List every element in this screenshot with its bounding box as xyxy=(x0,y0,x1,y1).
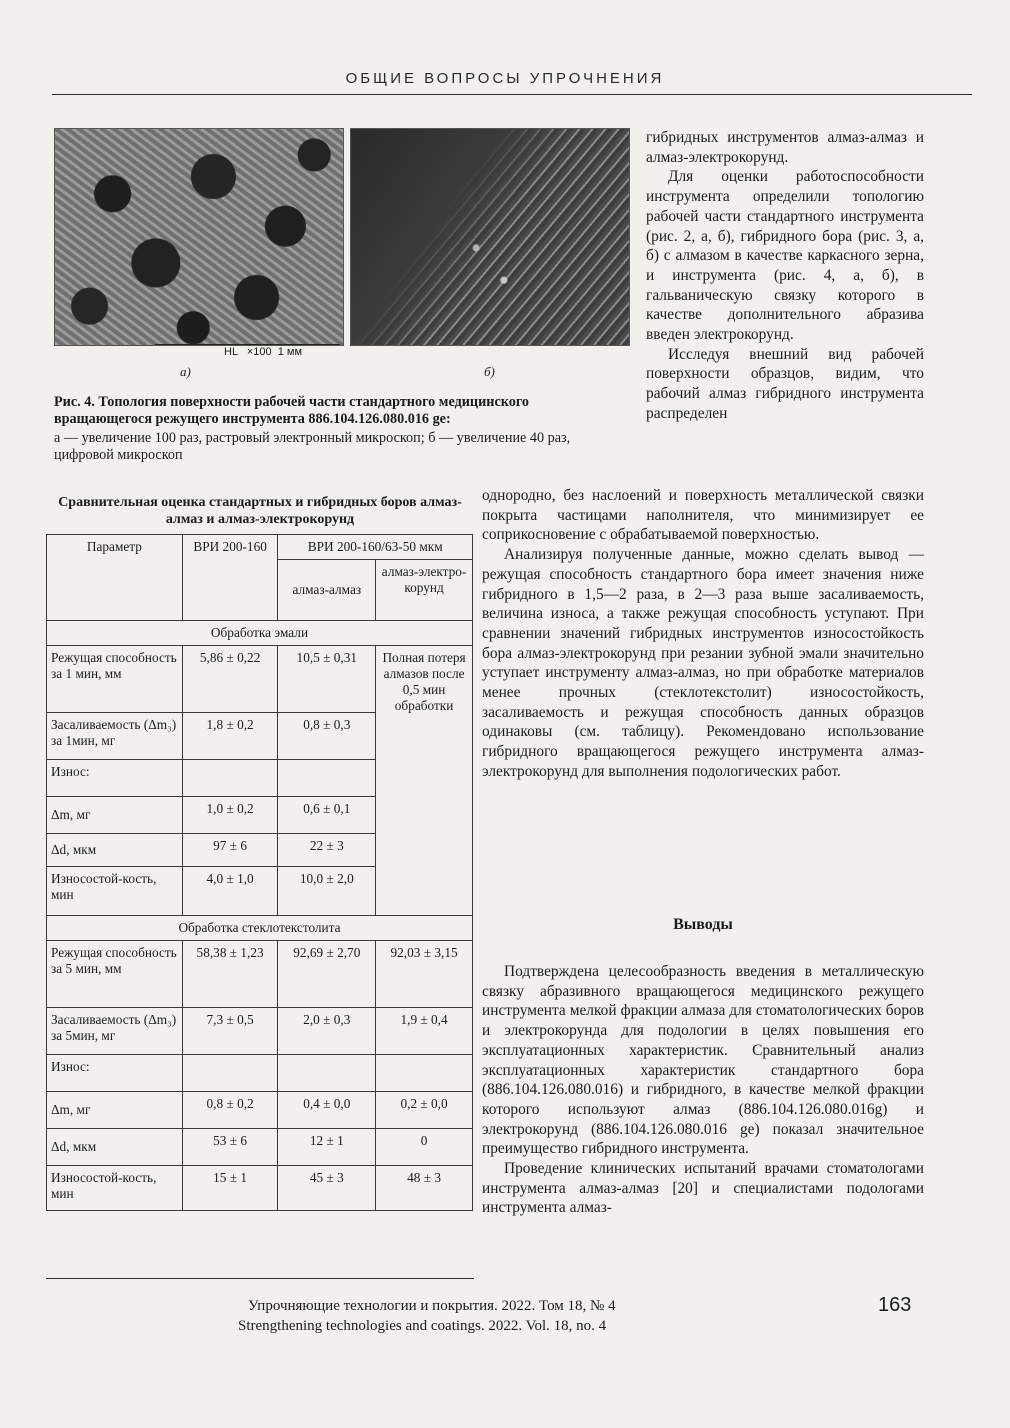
section-enamel: Обработка эмали xyxy=(47,621,473,646)
row-label: Режущая способность за 1 мин, мм xyxy=(47,646,183,713)
table-cell xyxy=(182,1055,278,1092)
figure-sublabel-a: а) xyxy=(180,364,191,379)
table-cell: 92,69 ± 2,70 xyxy=(278,941,376,1008)
footer-divider xyxy=(46,1278,474,1279)
table-cell xyxy=(278,1055,376,1092)
header-divider xyxy=(52,94,972,95)
section-heading-conclusions: Выводы xyxy=(673,916,733,933)
footer-journal-ru: Упрочняющие технологии и покрытия. 2022. Том 18, № 4 xyxy=(248,1298,616,1314)
table-cell: 97 ± 6 xyxy=(182,834,278,867)
table-cell: 1,8 ± 0,2 xyxy=(182,713,278,760)
table-row xyxy=(47,1092,473,1129)
table-cell: 10,5 ± 0,31 xyxy=(278,646,376,713)
running-header: ОБЩИЕ ВОПРОСЫ УПРОЧНЕНИЯ xyxy=(345,70,665,87)
table-cell: 0,2 ± 0,0 xyxy=(376,1092,473,1129)
table-cell: 22 ± 3 xyxy=(278,834,376,867)
table-cell xyxy=(376,1055,473,1092)
table-cell: 10,0 ± 2,0 xyxy=(278,867,376,916)
table-cell: 45 ± 3 xyxy=(278,1166,376,1211)
table-cell: 53 ± 6 xyxy=(182,1129,278,1166)
table-cell: 0,8 ± 0,3 xyxy=(278,713,376,760)
table-cell: 5,86 ± 0,22 xyxy=(182,646,278,713)
table-row xyxy=(47,1129,473,1166)
figure-sublabel-b: б) xyxy=(484,364,495,379)
footer-journal-en: Strengthening technologies and coatings. 2022. Vol. 18, no. 4 xyxy=(238,1318,607,1334)
scale-bar xyxy=(155,344,340,345)
paragraph: однородно, без наслоений и поверхность металлической связки покрыта частицами наполнителя, что минимизирует ее соприкосновение с обрабатываемой поверхностью. xyxy=(482,487,924,544)
row-label: Износостой-кость, мин xyxy=(47,1166,183,1211)
text-column-wide xyxy=(482,486,924,782)
table-cell: 0 xyxy=(376,1129,473,1166)
text-column-conclusions xyxy=(482,962,924,1218)
table-cell xyxy=(278,760,376,797)
header-vri-standard: ВРИ 200-160 xyxy=(182,535,278,621)
table-title: Сравнительная оценка стандартных и гибридных боров алмаз-алмаз и алмаз-электрокорунд xyxy=(58,495,462,527)
paragraph: Анализируя полученные данные, можно сделать вывод — режущая способность стандартного бора имеет значения ниже гибридного в 1,5—2 раза, в 2—3 раза выше засаливаемость, величина износа, а также режущая способность уступают. При сравнении значений гибридных инструментов износостойкость бора алмаз-электрокорунд при резании зубной эмали значительно уступает инструменту алмаз-алмаз, но при обработке материалов менее прочных (стеклотекстолит) износостойкость, засаливаемость и режущая способность данных образцов одинаковы (см. таблицу). Рекомендовано использование гибридного вращающегося режущего инструмента алмаз-электрокорунд для выполнения подологических работ. xyxy=(482,546,924,780)
table-section-row xyxy=(47,916,473,941)
table-header-row xyxy=(47,535,473,560)
text-column-narrow xyxy=(646,128,924,424)
table-row xyxy=(47,1008,473,1055)
row-label: Засаливаемость (Δm₃) за 5мин, мг xyxy=(47,1008,183,1055)
row-label: Δd, мкм xyxy=(47,834,183,867)
table-cell: 15 ± 1 xyxy=(182,1166,278,1211)
table-row xyxy=(47,1166,473,1211)
table-cell: 0,4 ± 0,0 xyxy=(278,1092,376,1129)
page-number: 163 xyxy=(878,1294,912,1316)
figure-4a-sem-image xyxy=(54,128,344,346)
table-row xyxy=(47,646,473,713)
row-label: Износ: xyxy=(47,1055,183,1092)
header-parameter: Параметр xyxy=(47,535,183,621)
table-cell: 1,0 ± 0,2 xyxy=(182,797,278,834)
figure-caption-title: Рис. 4. Топология поверхности рабочей части стандартного медицинского вращающегося режущего инструмента 886.104.126.080.016 ge: xyxy=(54,394,530,427)
table-section-row xyxy=(47,621,473,646)
table-cell: 1,9 ± 0,4 xyxy=(376,1008,473,1055)
paragraph: Подтверждена целесообразность введения в металлическую связку абразивного вращающегося медицинского режущего инструмента мелкой фракции алмаза для стоматологических боров и электрокорунда для подологии в целях повышения его эксплуатационных характеристик. Сравнительный анализ эксплуатационных характеристик стандартного бора (886.104.126.080.016) и гибридного, в качестве мелкой фракции которого используют алмаз (886.104.126.080.016g) и электрокорунд (886.104.126.080.016 ge) показал значительное преимущество гибридного инструмента. xyxy=(482,963,924,1158)
row-label: Износостой-кость, мин xyxy=(47,867,183,916)
table-cell: 2,0 ± 0,3 xyxy=(278,1008,376,1055)
row-label: Δm, мг xyxy=(47,797,183,834)
table-row xyxy=(47,941,473,1008)
paragraph: гибридных инструментов алмаз-алмаз и алмаз-электрокорунд. xyxy=(646,129,924,166)
row-label: Износ: xyxy=(47,760,183,797)
comparison-table xyxy=(46,534,473,1211)
table-cell: 92,03 ± 3,15 xyxy=(376,941,473,1008)
header-vri-hybrid: ВРИ 200-160/63-50 мкм xyxy=(278,535,473,560)
table-cell: 48 ± 3 xyxy=(376,1166,473,1211)
paragraph: Для оценки работоспособности инструмента определили топологию рабочей части стандартного инструмента (рис. 2, а, б), гибридного бора (рис. 3, а, б) с алмазом в качестве каркасного зерна, и инструмента (рис. 4, а, б), в гальваническую связку которого в качестве дополнительного абразива введен электрокорунд. xyxy=(646,168,924,344)
row-label: Режущая способность за 5 мин, мм xyxy=(47,941,183,1008)
table-cell: 58,38 ± 1,23 xyxy=(182,941,278,1008)
table-cell: 7,3 ± 0,5 xyxy=(182,1008,278,1055)
table-cell: 12 ± 1 xyxy=(278,1129,376,1166)
section-textolite: Обработка стеклотекстолита xyxy=(47,916,473,941)
merged-cell-full-loss: Полная потеря алмазов после 0,5 мин обработки xyxy=(376,646,473,916)
row-label: Δd, мкм xyxy=(47,1129,183,1166)
paragraph: Проведение клинических испытаний врачами стоматологами инструмента алмаз-алмаз [20] и специалистами подологами инструмента алмаз- xyxy=(482,1160,924,1217)
figure-caption-description: а — увеличение 100 раз, растровый электронный микроскоп; б — увеличение 40 раз, цифровой микроскоп xyxy=(54,430,571,463)
table-cell: 4,0 ± 1,0 xyxy=(182,867,278,916)
table-cell: 0,6 ± 0,1 xyxy=(278,797,376,834)
table-cell: 0,8 ± 0,2 xyxy=(182,1092,278,1129)
paragraph: Исследуя внешний вид рабочей поверхности образцов, видим, что рабочий алмаз гибридного инструмента распределен xyxy=(646,345,924,422)
row-label: Засаливаемость (Δm₃) за 1мин, мг xyxy=(47,713,183,760)
scale-bar-label: HL ×100 1 мм xyxy=(224,346,303,358)
table-cell xyxy=(182,760,278,797)
figure-4b-microscope-image xyxy=(350,128,630,346)
header-almaz-almaz: алмаз-алмаз xyxy=(278,560,376,621)
header-almaz-elektrokorund: алмаз-электро-корунд xyxy=(376,560,473,621)
row-label: Δm, мг xyxy=(47,1092,183,1129)
table-row xyxy=(47,1055,473,1092)
